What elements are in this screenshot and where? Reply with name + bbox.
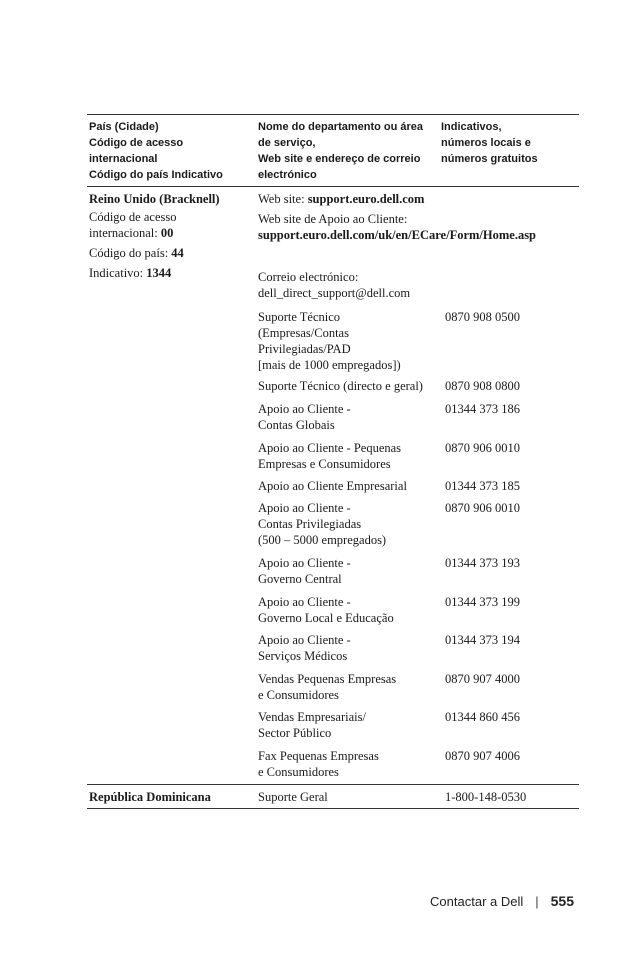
access-code-value: 00 — [160, 226, 174, 240]
service-name — [258, 632, 351, 664]
country-name: Reino Unido (Bracknell) — [89, 192, 220, 206]
service-line: Suporte Técnico (directo e geral) — [258, 379, 423, 393]
phone-number: 0870 907 4000 — [445, 672, 520, 686]
service-line: Apoio ao Cliente - — [258, 595, 351, 609]
header-department-column — [258, 119, 436, 183]
service-name — [258, 309, 401, 373]
service-name — [258, 500, 386, 548]
phone-number: 01344 373 185 — [445, 479, 520, 493]
service-line: (Empresas/Contas — [258, 326, 349, 340]
service-line: Vendas Empresariais/ — [258, 710, 366, 724]
service-line: (500 – 5000 empregados) — [258, 533, 387, 547]
service-name — [258, 478, 407, 494]
service-line: Apoio ao Cliente - — [258, 402, 351, 416]
phone-number: 0870 906 0010 — [445, 441, 520, 455]
phone-number: 01344 373 186 — [445, 402, 520, 416]
website-link[interactable]: support.euro.dell.com — [307, 192, 425, 206]
support-site-label: Web site de Apoio ao Cliente: — [258, 212, 408, 226]
service-line: [mais de 1000 empregados]) — [258, 358, 401, 372]
service-line: e Consumidores — [258, 688, 339, 702]
service-line: Governo Central — [258, 572, 342, 586]
section-dominican-republic — [87, 785, 579, 809]
area-code-label: Indicativo: — [89, 266, 147, 280]
header-line: Web site e endereço de correio — [258, 153, 421, 165]
header-line: electrónico — [258, 169, 317, 181]
service-line: Governo Local e Educação — [258, 611, 394, 625]
phone-number: 0870 908 0800 — [445, 379, 520, 393]
phone-number: 0870 908 0500 — [445, 310, 520, 324]
country-code-label: Código do país: — [89, 246, 172, 260]
website-label: Web site: — [258, 192, 308, 206]
service-name — [258, 555, 351, 587]
header-country-column — [89, 119, 249, 183]
phone-number: 01344 373 193 — [445, 556, 520, 570]
page-footer — [430, 893, 574, 909]
service-line: e Consumidores — [258, 765, 339, 779]
phone-number: 0870 906 0010 — [445, 501, 520, 515]
footer-separator: | — [535, 893, 539, 909]
area-code-line — [89, 265, 171, 281]
service-line: Apoio ao Cliente - — [258, 633, 351, 647]
service-name — [258, 401, 351, 433]
phone-number: 0870 907 4006 — [445, 749, 520, 763]
header-line: Nome do departamento ou área — [258, 121, 424, 133]
service-name — [258, 709, 366, 741]
service-line: Empresas e Consumidores — [258, 457, 391, 471]
country-name: República Dominicana — [89, 790, 211, 804]
section-united-kingdom — [87, 187, 579, 785]
service-name — [258, 594, 394, 626]
header-numbers-column — [441, 119, 579, 167]
website-line — [258, 191, 424, 207]
footer-section-title: Contactar a Dell — [430, 893, 524, 909]
header-line: País (Cidade) — [89, 121, 159, 133]
service-name — [258, 440, 401, 472]
phone-number: 01344 373 199 — [445, 595, 520, 609]
service-line: Apoio ao Cliente - Pequenas — [258, 441, 402, 455]
support-site-link[interactable]: support.euro.dell.com/uk/en/ECare/Form/Home.asp — [258, 228, 537, 242]
service-line: Vendas Pequenas Empresas — [258, 672, 397, 686]
service-line: Sector Público — [258, 726, 332, 740]
service-line: Fax Pequenas Empresas — [258, 749, 379, 763]
header-line: internacional — [89, 153, 158, 165]
service-line: Suporte Técnico — [258, 310, 341, 324]
phone-number: 01344 373 194 — [445, 633, 520, 647]
header-line: Indicativos, — [441, 121, 502, 133]
service-name — [258, 378, 423, 394]
header-line: números gratuitos — [441, 153, 538, 165]
service-line: Contas Privilegiadas — [258, 517, 362, 531]
service-name — [258, 748, 379, 780]
table-header — [87, 115, 579, 187]
header-line: números locais e — [441, 137, 531, 149]
service-line: Apoio ao Cliente - — [258, 501, 351, 515]
access-code-line — [89, 225, 173, 241]
service-name: Suporte Geral — [258, 790, 328, 804]
service-line: Serviços Médicos — [258, 649, 348, 663]
area-code-value: 1344 — [146, 266, 172, 280]
country-code-line — [89, 245, 184, 261]
email-label: Correio electrónico: — [258, 270, 359, 284]
header-line: Código do país Indicativo — [89, 169, 223, 181]
page-number: 555 — [550, 893, 574, 909]
service-line: Apoio ao Cliente - — [258, 556, 351, 570]
service-line: Privilegiadas/PAD — [258, 342, 351, 356]
phone-number: 1-800-148-0530 — [445, 790, 527, 804]
country-code-value: 44 — [171, 246, 184, 260]
email-address[interactable]: dell_direct_support@dell.com — [258, 286, 411, 300]
header-line: de serviço, — [258, 137, 316, 149]
access-code-label-2: internacional: — [89, 226, 161, 240]
service-line: Contas Globais — [258, 418, 335, 432]
header-line: Código de acesso — [89, 137, 184, 149]
access-code-label: Código de acesso — [89, 210, 177, 224]
service-line: Apoio ao Cliente Empresarial — [258, 479, 407, 493]
phone-number: 01344 860 456 — [445, 710, 520, 724]
service-name — [258, 671, 396, 703]
contact-table — [87, 114, 579, 809]
